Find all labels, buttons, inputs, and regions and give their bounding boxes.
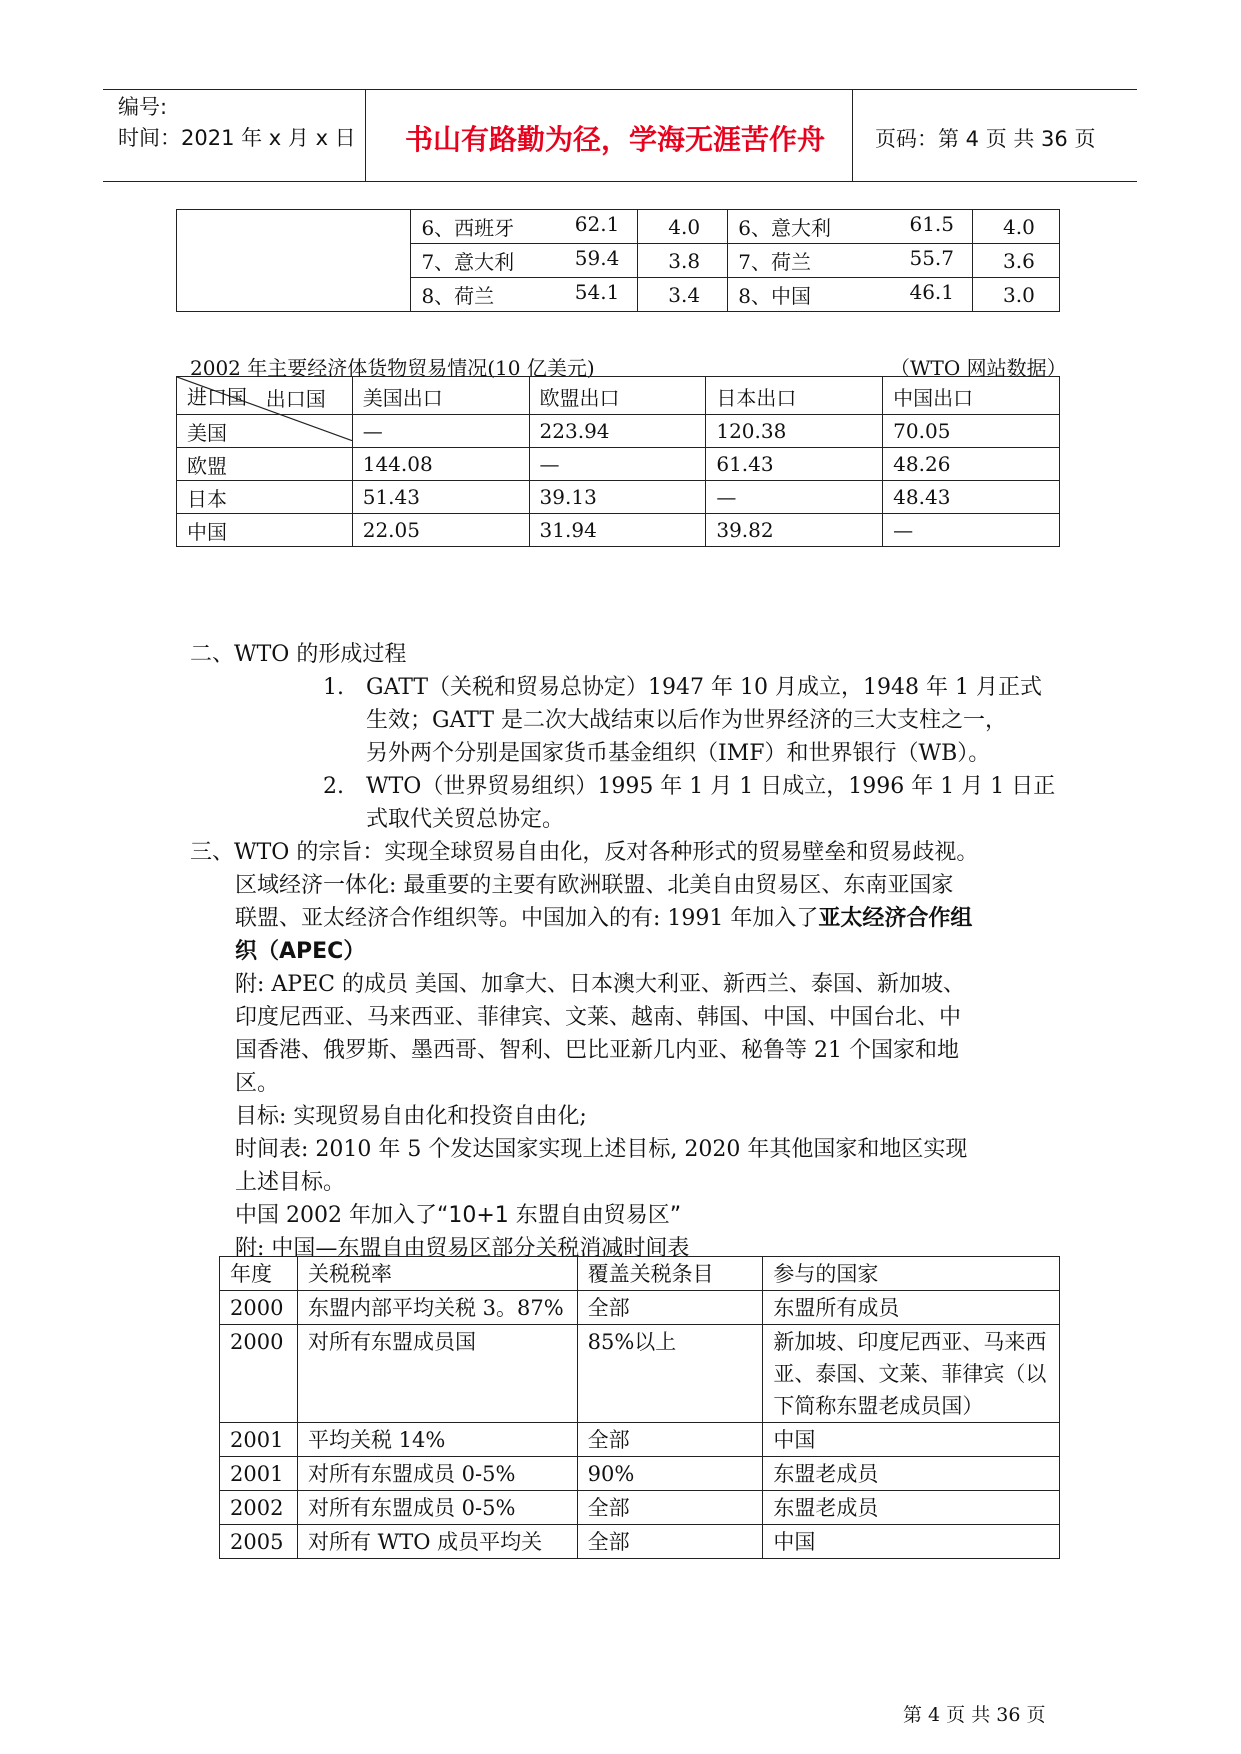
country-name: 7、荷兰 xyxy=(738,250,811,274)
share-value: 4.0 xyxy=(638,210,728,244)
tariff-row xyxy=(220,1457,1060,1491)
text-line: 上述目标。 xyxy=(235,1170,346,1195)
trade-value: 59.4 xyxy=(574,246,620,270)
tariff-coverage: 全部 xyxy=(577,1423,763,1457)
trade-table-corner xyxy=(177,377,353,415)
tariff-coverage: 全部 xyxy=(577,1491,763,1525)
tariff-countries: 中国 xyxy=(763,1525,1060,1559)
tariff-countries: 东盟老成员 xyxy=(763,1491,1060,1525)
text-line: 目标: 实现贸易自由化和投资自由化; xyxy=(235,1104,587,1129)
section2-item-number: 1. xyxy=(323,675,344,700)
tariff-col-header: 覆盖关税条目 xyxy=(577,1257,763,1291)
document-time-label: 时间：2021 年 x 月 x 日 xyxy=(118,126,356,150)
section2-item-text xyxy=(366,671,1066,770)
trade-value: 46.1 xyxy=(909,280,955,304)
trade-value-cell: 48.43 xyxy=(883,481,1060,514)
section2-title: 二、WTO 的形成过程 xyxy=(190,642,407,667)
tariff-coverage: 85%以上 xyxy=(577,1325,763,1423)
trade-value-cell: 61.43 xyxy=(706,448,883,481)
rank-left-cell xyxy=(411,210,638,244)
text-line: 国香港、俄罗斯、墨西哥、智利、巴比亚新几内亚、秘鲁等 21 个国家和地 xyxy=(235,1038,959,1063)
text-line: 印度尼西亚、马来西亚、菲律宾、文莱、越南、韩国、中国、中国台北、中 xyxy=(235,1005,962,1030)
trade-table xyxy=(176,376,1060,547)
text-line: 另外两个分别是国家货币基金组织（IMF）和世界银行（WB）。 xyxy=(366,741,991,766)
trade-value-cell: 48.26 xyxy=(883,448,1060,481)
text-line: 区域经济一体化: 最重要的主要有欧洲联盟、北美自由贸易区、东南亚国家 xyxy=(235,873,954,898)
tariff-countries: 东盟所有成员 xyxy=(763,1291,1060,1325)
apec-bold: 亚太经济合作组 xyxy=(818,906,973,931)
trade-col-header: 欧盟出口 xyxy=(529,377,706,415)
country-name: 8、荷兰 xyxy=(421,284,495,308)
trade-row-label: 中国 xyxy=(177,514,353,547)
tariff-year: 2002 xyxy=(220,1491,298,1525)
text-line: GATT（关税和贸易总协定）1947 年 10 月成立，1948 年 1 月正式 xyxy=(366,675,1042,700)
rank-right-cell xyxy=(728,244,973,278)
apec-bold-line: 织（APEC） xyxy=(235,939,366,964)
country-name: 7、意大利 xyxy=(421,250,515,274)
tariff-row xyxy=(220,1525,1060,1559)
tariff-col-header: 年度 xyxy=(220,1257,298,1291)
document-number-label: 编号: xyxy=(118,95,168,119)
country-name: 8、中国 xyxy=(738,284,811,308)
section2-item-number: 2. xyxy=(323,774,344,799)
country-name: 6、意大利 xyxy=(738,216,831,240)
tariff-rate: 对所有东盟成员国 xyxy=(297,1325,577,1423)
tariff-year: 2000 xyxy=(220,1325,298,1423)
rank-left-cell xyxy=(411,278,638,312)
section2-item-text xyxy=(366,770,1066,836)
share-value: 3.8 xyxy=(638,244,728,278)
text-line: 附: 中国—东盟自由贸易区部分关税消减时间表 xyxy=(235,1236,690,1261)
trade-value-cell: — xyxy=(352,415,529,448)
tariff-year: 2005 xyxy=(220,1525,298,1559)
trade-value-cell: 31.94 xyxy=(529,514,706,547)
corner-exporter-label: 出口国 xyxy=(265,387,326,411)
trade-table-source: （WTO 网站数据） xyxy=(890,356,1067,380)
trade-value-cell: 51.43 xyxy=(352,481,529,514)
tariff-year: 2001 xyxy=(220,1457,298,1491)
tariff-coverage: 全部 xyxy=(577,1525,763,1559)
trade-row-label: 美国 xyxy=(177,415,353,448)
tariff-rate: 对所有 WTO 成员平均关 xyxy=(297,1525,577,1559)
tariff-coverage: 全部 xyxy=(577,1291,763,1325)
tariff-countries: 东盟老成员 xyxy=(763,1457,1060,1491)
trade-table-header-row xyxy=(177,377,1060,415)
rank-blank-cell xyxy=(177,210,411,312)
rank-table xyxy=(176,209,1060,312)
text-line: 时间表: 2010 年 5 个发达国家实现上述目标, 2020 年其他国家和地区实现 xyxy=(235,1137,968,1162)
rank-left-cell xyxy=(411,244,638,278)
footer-page-number: 第 4 页 共 36 页 xyxy=(903,1704,1046,1726)
trade-value-cell: 144.08 xyxy=(352,448,529,481)
trade-value-cell: 39.13 xyxy=(529,481,706,514)
tariff-year: 2001 xyxy=(220,1423,298,1457)
trade-row-label: 日本 xyxy=(177,481,353,514)
header-top-rule xyxy=(103,89,1137,90)
trade-value: 54.1 xyxy=(574,280,620,304)
header-page-label: 页码：第 4 页 共 36 页 xyxy=(875,127,1096,151)
share-value: 3.4 xyxy=(638,278,728,312)
text-line xyxy=(235,902,1070,935)
trade-row xyxy=(177,514,1060,547)
header-bottom-rule xyxy=(103,181,1137,182)
trade-value: 61.5 xyxy=(909,212,955,236)
trade-col-header: 日本出口 xyxy=(706,377,883,415)
share-value: 3.6 xyxy=(973,244,1060,278)
tariff-countries: 新加坡、印度尼西亚、马来西亚、泰国、文莱、菲律宾（以下简称东盟老成员国） xyxy=(763,1325,1060,1423)
text-span: 中国 2002 年加入了 xyxy=(235,1203,437,1228)
trade-col-header: 美国出口 xyxy=(352,377,529,415)
rank-right-cell xyxy=(728,278,973,312)
trade-col-header: 中国出口 xyxy=(883,377,1060,415)
header-meta xyxy=(118,92,356,154)
tariff-row xyxy=(220,1291,1060,1325)
trade-value: 55.7 xyxy=(909,246,955,270)
trade-value-cell: 22.05 xyxy=(352,514,529,547)
corner-importer-label: 进口国 xyxy=(187,385,247,409)
text-line: WTO（世界贸易组织）1995 年 1 月 1 日成立，1996 年 1 月 1 日正 xyxy=(366,774,1056,799)
asean-fta-name: “10+1 东盟自由贸易区” xyxy=(436,1203,682,1228)
trade-row-label: 欧盟 xyxy=(177,448,353,481)
country-name: 6、西班牙 xyxy=(421,216,515,240)
tariff-coverage: 90% xyxy=(577,1457,763,1491)
trade-value-cell: — xyxy=(883,514,1060,547)
trade-value-cell: — xyxy=(706,481,883,514)
tariff-rate: 平均关税 14% xyxy=(297,1423,577,1457)
share-value: 3.0 xyxy=(973,278,1060,312)
trade-value-cell: — xyxy=(529,448,706,481)
tariff-table xyxy=(219,1256,1060,1559)
trade-value-cell: 223.94 xyxy=(529,415,706,448)
section3-body xyxy=(235,869,1070,1265)
text-line: 区。 xyxy=(235,1071,280,1096)
share-value: 4.0 xyxy=(973,210,1060,244)
tariff-rate: 对所有东盟成员 0-5% xyxy=(297,1457,577,1491)
text-line xyxy=(235,1199,1070,1232)
trade-value-cell: 70.05 xyxy=(883,415,1060,448)
tariff-countries: 中国 xyxy=(763,1423,1060,1457)
tariff-row xyxy=(220,1491,1060,1525)
section3-title: 三、WTO 的宗旨：实现全球贸易自由化，反对各种形式的贸易壁垒和贸易歧视。 xyxy=(190,840,979,865)
text-line: 生效；GATT 是二次大战结束以后作为世界经济的三大支柱之一， xyxy=(366,708,1008,733)
tariff-rate: 对所有东盟成员 0-5% xyxy=(297,1491,577,1525)
text-line: 附: APEC 的成员 美国、加拿大、日本澳大利亚、新西兰、泰国、新加坡、 xyxy=(235,972,965,997)
trade-row xyxy=(177,481,1060,514)
rank-row xyxy=(177,210,1060,244)
tariff-col-header: 关税税率 xyxy=(297,1257,577,1291)
tariff-rate: 东盟内部平均关税 3。87% xyxy=(297,1291,577,1325)
trade-row xyxy=(177,448,1060,481)
rank-right-cell xyxy=(728,210,973,244)
tariff-row xyxy=(220,1325,1060,1423)
tariff-year: 2000 xyxy=(220,1291,298,1325)
trade-value: 62.1 xyxy=(574,212,620,236)
text-line: 式取代关贸总协定。 xyxy=(366,807,565,832)
tariff-col-header: 参与的国家 xyxy=(763,1257,1060,1291)
tariff-row xyxy=(220,1423,1060,1457)
trade-value-cell: 120.38 xyxy=(706,415,883,448)
trade-table-caption: 2002 年主要经济体货物贸易情况(10 亿美元) xyxy=(190,356,595,380)
tariff-header-row xyxy=(220,1257,1060,1291)
header-motto: 书山有路勤为径，学海无涯苦作舟 xyxy=(404,123,825,156)
text-span: 联盟、亚太经济合作组织等。中国加入的有: 1991 年加入了 xyxy=(235,906,819,931)
trade-value-cell: 39.82 xyxy=(706,514,883,547)
header-divider-left xyxy=(365,89,366,181)
